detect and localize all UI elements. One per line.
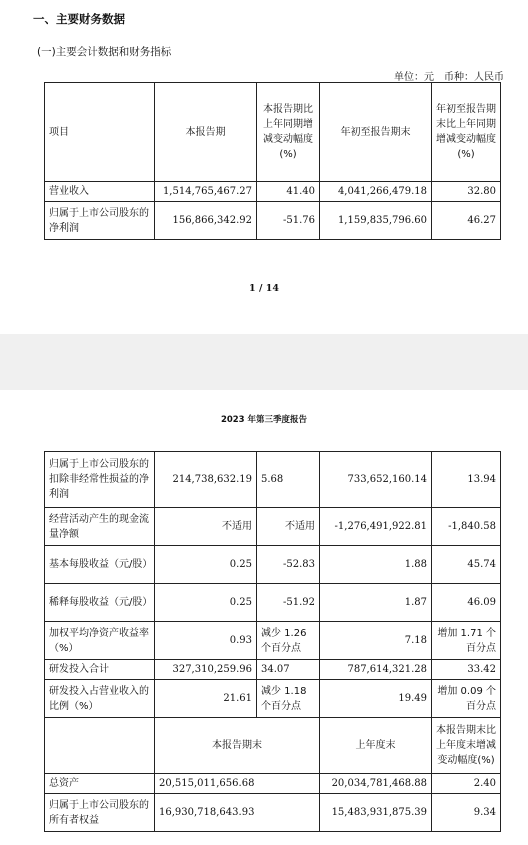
cell-item: 总资产: [45, 774, 155, 794]
header-ytd-change: 年初至报告期末比上年同期增减变动幅度(%): [432, 83, 501, 182]
cell-period-end: 16,930,718,643.93: [155, 794, 320, 832]
document-page-2: [0, 390, 528, 845]
table-header-row: [45, 83, 501, 182]
cell-ytd: 1.88: [320, 546, 432, 584]
header-item: 项目: [45, 83, 155, 182]
table-row: [45, 202, 501, 240]
cell-item: 归属于上市公司股东的所有者权益: [45, 794, 155, 832]
table-row: [45, 452, 501, 508]
header-blank: [45, 718, 155, 774]
table-row: [45, 774, 501, 794]
cell-ytd: 1,159,835,796.60: [320, 202, 432, 240]
table-row: [45, 584, 501, 622]
cell-period-change: -51.76: [257, 202, 320, 240]
header-period: 本报告期: [155, 83, 257, 182]
cell-ytd-change: 13.94: [432, 452, 501, 508]
cell-ytd-change: 32.80: [432, 182, 501, 202]
table-row: [45, 680, 501, 718]
table-row: [45, 508, 501, 546]
cell-ytd: -1,276,491,922.81: [320, 508, 432, 546]
table-row: [45, 660, 501, 680]
financial-table-1: [44, 82, 501, 240]
cell-item: 归属于上市公司股东的扣除非经常性损益的净利润: [45, 452, 155, 508]
cell-ytd-change: 33.42: [432, 660, 501, 680]
cell-item: 加权平均净资产收益率（%）: [45, 622, 155, 660]
table-header-row: [45, 718, 501, 774]
cell-ytd: 1.87: [320, 584, 432, 622]
cell-ytd: 7.18: [320, 622, 432, 660]
cell-ytd-change: -1,840.58: [432, 508, 501, 546]
page-number: 1 / 14: [249, 283, 279, 294]
cell-period: 0.93: [155, 622, 257, 660]
cell-period: 214,738,632.19: [155, 452, 257, 508]
cell-period: 0.25: [155, 546, 257, 584]
cell-period-change: 减少 1.18 个百分点: [257, 680, 320, 718]
cell-prev-year-end: 20,034,781,468.88: [320, 774, 432, 794]
cell-change: 2.40: [432, 774, 501, 794]
cell-ytd-change: 增加 1.71 个百分点: [432, 622, 501, 660]
header-period-end: 本报告期末: [155, 718, 320, 774]
subsection-title: (一)主要会计数据和财务指标: [37, 46, 172, 58]
cell-ytd: 787,614,321.28: [320, 660, 432, 680]
cell-period-change: -51.92: [257, 584, 320, 622]
table-row: [45, 622, 501, 660]
cell-item: 经营活动产生的现金流量净额: [45, 508, 155, 546]
page-gap: [0, 334, 528, 390]
report-title: 2023 年第三季度报告: [220, 415, 308, 425]
cell-item: 基本每股收益（元/股）: [45, 546, 155, 584]
cell-period: 1,514,765,467.27: [155, 182, 257, 202]
header-change: 本报告期末比上年度末增减变动幅度(%): [432, 718, 501, 774]
cell-period: 21.61: [155, 680, 257, 718]
cell-period-change: 5.68: [257, 452, 320, 508]
cell-period: 156,866,342.92: [155, 202, 257, 240]
unit-line: 单位：元 币种：人民币: [394, 72, 504, 83]
cell-period: 327,310,259.96: [155, 660, 257, 680]
cell-ytd: 19.49: [320, 680, 432, 718]
cell-item: 研发投入占营业收入的比例（%）: [45, 680, 155, 718]
cell-change: 9.34: [432, 794, 501, 832]
cell-period: 0.25: [155, 584, 257, 622]
document-page-1: [0, 0, 528, 334]
cell-period-change: 减少 1.26 个百分点: [257, 622, 320, 660]
cell-ytd-change: 46.09: [432, 584, 501, 622]
cell-item: 研发投入合计: [45, 660, 155, 680]
cell-ytd-change: 46.27: [432, 202, 501, 240]
cell-period: 不适用: [155, 508, 257, 546]
cell-ytd: 733,652,160.14: [320, 452, 432, 508]
cell-ytd-change: 增加 0.09 个百分点: [432, 680, 501, 718]
cell-ytd: 4,041,266,479.18: [320, 182, 432, 202]
table-row: [45, 546, 501, 584]
cell-period-change: -52.83: [257, 546, 320, 584]
cell-period-change: 41.40: [257, 182, 320, 202]
table-row: [45, 182, 501, 202]
cell-item: 归属于上市公司股东的净利润: [45, 202, 155, 240]
cell-prev-year-end: 15,483,931,875.39: [320, 794, 432, 832]
table-row: [45, 794, 501, 832]
financial-table-2: [44, 451, 501, 832]
cell-period-end: 20,515,011,656.68: [155, 774, 320, 794]
header-ytd: 年初至报告期末: [320, 83, 432, 182]
cell-period-change: 不适用: [257, 508, 320, 546]
cell-ytd-change: 45.74: [432, 546, 501, 584]
header-prev-year-end: 上年度末: [320, 718, 432, 774]
cell-period-change: 34.07: [257, 660, 320, 680]
section-title: 一、主要财务数据: [33, 12, 125, 26]
cell-item: 营业收入: [45, 182, 155, 202]
cell-item: 稀释每股收益（元/股）: [45, 584, 155, 622]
header-period-change: 本报告期比上年同期增减变动幅度(%): [257, 83, 320, 182]
